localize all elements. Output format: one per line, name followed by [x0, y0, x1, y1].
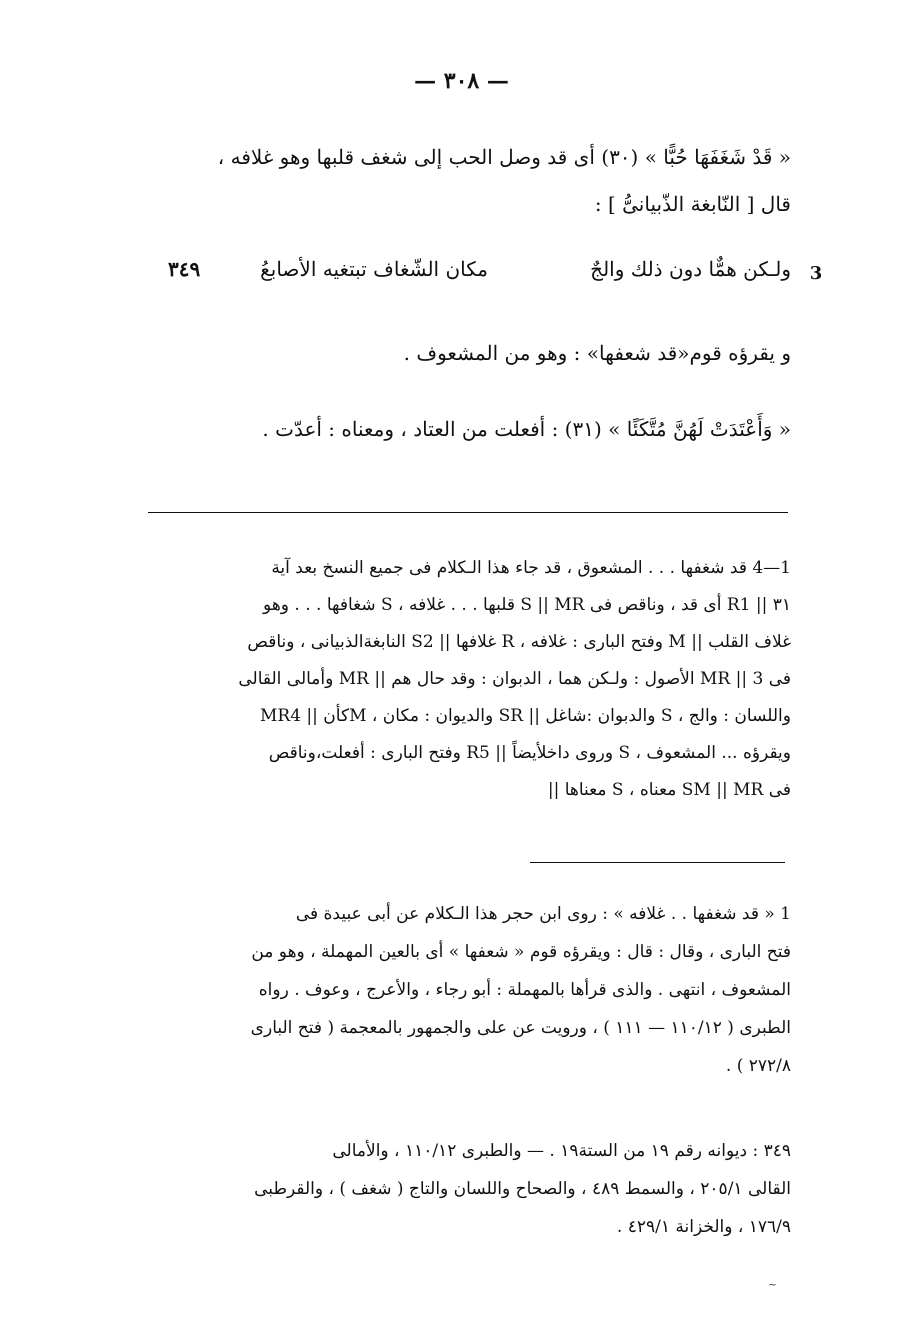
- page-number: — ٣٠٨ —: [414, 68, 509, 94]
- verse-first-hemistich: ولـكن همٌّا دون ذلك والجٌ: [590, 257, 791, 281]
- main-text-line: و يقرؤه قوم«قد شعفها» : وهو من المشعوف .: [403, 341, 791, 365]
- apparatus-line: 1—4 قد شغفها . . . المشعوق ، قد جاء هذا الـكلام فى جميع النسخ بعد آية: [271, 558, 791, 578]
- footnote-divider: [530, 862, 785, 863]
- footnote-line: ٣٤٩ : ديوانه رقم ١٩ من الستة١٩ . — والطبرى ١١٠/١٢ ، والأمالى: [332, 1141, 791, 1161]
- page-smudge-mark: ~: [768, 1278, 778, 1291]
- apparatus-line: غلاف القلب || M وفتح البارى : غلافه ، R غلافها || S2 النابغةالذبيانى ، وناقص: [247, 632, 791, 652]
- apparatus-line: فى MR || 3 الأصول : ولـكن هما ، الدبوان : وقد حال هم || MR وأمالى القالى: [238, 669, 791, 689]
- footnote-line: 1 « قد شغفها . . غلافه » : روى ابن حجر هذا الـكلام عن أبى عبيدة فى: [295, 904, 791, 924]
- footnote-line: فتح البارى ، وقال : قال : ويقرؤه قوم « شعفها » أى بالعين المهملة ، وهو من: [251, 942, 791, 962]
- main-text-line: « وَأَعْتَدَتْ لَهُنَّ مُتَّكَئًا » (٣١) : أفعلت من العتاد ، ومعناه : أعدّت .: [262, 417, 791, 441]
- critical-apparatus: [136, 550, 791, 809]
- verse-number: ٣٤٩: [168, 257, 201, 281]
- footnote-line: الطبرى ( ١١٠/١٢ — ١١١ ) ، ورويت عن على والجمهور بالمعجمة ( فتح البارى: [250, 1018, 791, 1038]
- apparatus-line: ٣١ || R1 أى قد ، وناقص فى S || MR قلبها . . . غلافه ، S شغافها . . . وهو: [263, 595, 791, 615]
- footnote-1: [136, 895, 791, 1085]
- footnote-line: القالى ٢٠٥/١ ، والسمط ٤٨٩ ، والصحاح واللسان والتاج ( شغف ) ، والقرطبى: [254, 1179, 791, 1199]
- section-divider: [148, 512, 788, 513]
- verse-second-hemistich: مكان الشّغاف تبتغيه الأصابعُ: [260, 257, 488, 281]
- main-text-line: قال [ النّابغة الذّبيانىُّ ] :: [594, 192, 791, 216]
- apparatus-line: واللسان : والج ، S والدبوان :شاغل || SR والديوان : مكان ، Mكأن || MR4: [260, 706, 791, 726]
- main-text-line: « قَدْ شَغَفَهَا حُبًّا » (٣٠) أى قد وصل الحب إلى شغف قلبها وهو غلافه ،: [217, 145, 791, 169]
- apparatus-line: فى SM || MR معناه ، S معناها ||: [547, 780, 791, 800]
- margin-line-marker: 3: [809, 263, 823, 284]
- footnote-line: ١٧٦/٩ ، والخزانة ٤٢٩/١ .: [616, 1217, 791, 1237]
- apparatus-line: ويقرؤه ... المشعوف ، S وروى داخلأيضاً || R5 وفتح البارى : أفعلت،وناقص: [268, 743, 791, 763]
- footnote-line: ٢٧٢/٨ ) .: [725, 1056, 791, 1076]
- footnote-line: المشعوف ، انتهى . والذى قرأها بالمهملة : أبو رجاء ، والأعرج ، وعوف . رواه: [258, 980, 791, 1000]
- footnote-2: [136, 1132, 791, 1246]
